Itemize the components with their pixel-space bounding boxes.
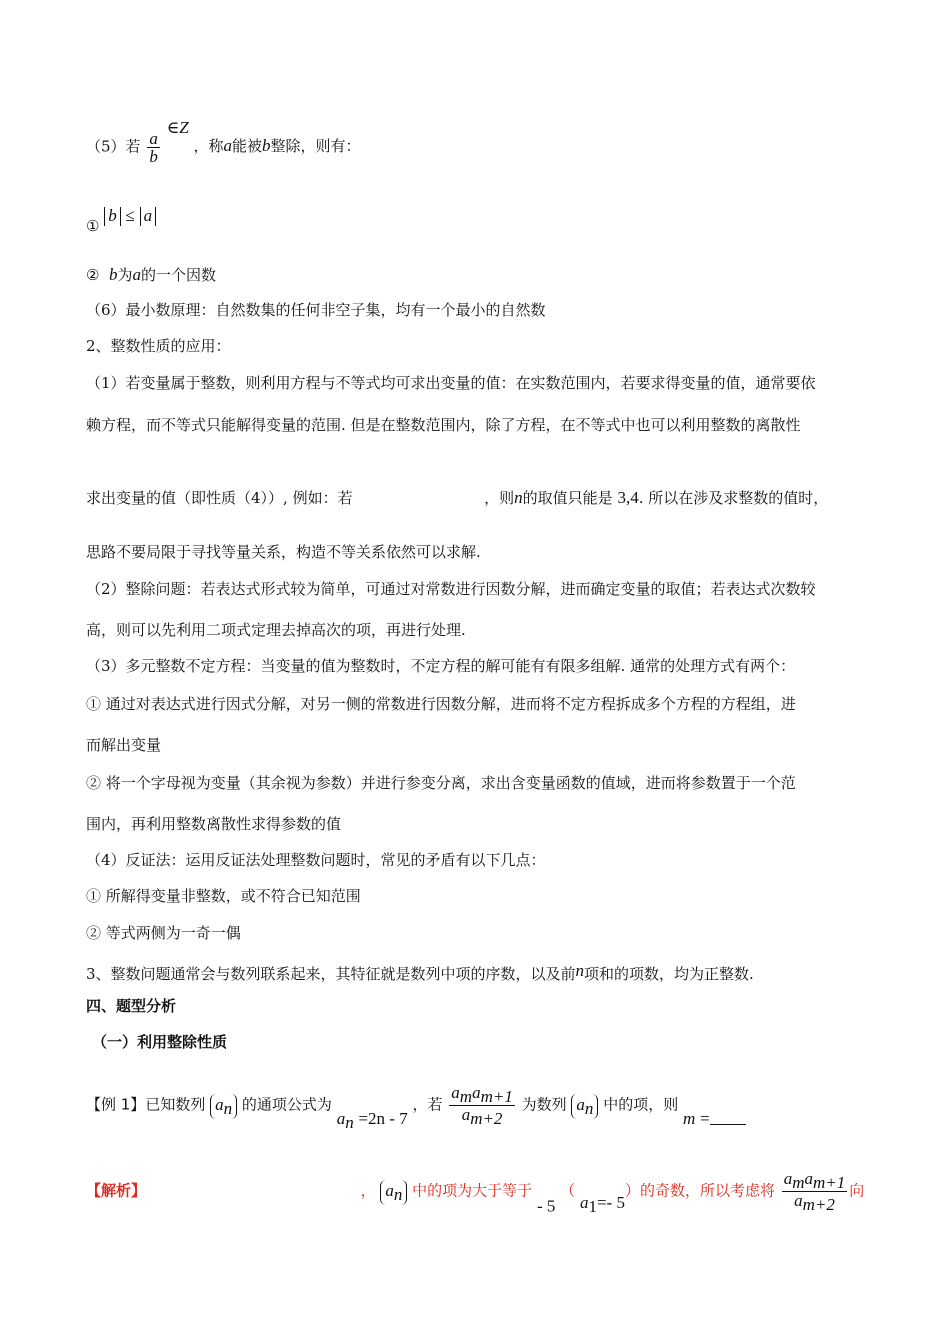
sequence-braces: $a_n$ — [210, 1094, 237, 1119]
sequence-braces-3: $a_n$ — [380, 1180, 407, 1205]
paragraph-4-item-1: ① 所解得变量非整数，或不符合已知范围 — [86, 887, 361, 905]
paragraph-4-item-2: ② 等式两侧为一奇一偶 — [86, 924, 241, 942]
property-5-item-1: ① b ≤ a — [86, 207, 156, 234]
ratio-fraction: $\frac{a_ma_{m+1}}{a_{m+2}}$ — [451, 1083, 513, 1128]
paragraph-3-item-1-line-1: ① 通过对表达式进行因式分解，对另一侧的常数进行因数分解，进而将不定方程拆成多个方程的方程组，进 — [86, 695, 796, 713]
paragraph-1-line-4: 思路不要局限于寻找等量关系，构造不等关系依然可以求解. — [86, 543, 481, 561]
section-3: 3、整数问题通常会与数列联系起来，其特征就是数列中项的序数，以及前n项和的项数，均为正整数. — [86, 961, 754, 983]
paragraph-3-item-2-line-2: 围内，再利用整数离散性求得参数的值 — [86, 815, 342, 833]
heading-divisibility: （一）利用整除性质 — [92, 1033, 228, 1051]
general-term-formula: $a_n =2n - 7$ — [336, 1108, 408, 1132]
ratio-fraction-2: $\frac{a_ma_{m+1}}{a_{m+2}}$ — [783, 1169, 846, 1214]
paragraph-3-line-1: （3）多元整数不定方程：当变量的值为整数时，不定方程的解可能有有限多组解. 通常的处理方式有两个： — [86, 657, 796, 675]
paragraph-4-line-1: （4）反证法：运用反证法处理整数问题时，常见的矛盾有以下几点： — [86, 851, 546, 869]
paragraph-3-item-1-line-2: 而解出变量 — [86, 736, 162, 754]
fraction-a-over-b: $\frac{a}{b}$ — [149, 128, 158, 166]
section-2-title: 2、整数性质的应用： — [86, 337, 231, 355]
paragraph-1-line-2: 赖方程，而不等式只能解得变量的范围. 但是在整数范围内，除了方程，在不等式中也可以利用整数的离散性 — [86, 416, 801, 434]
paragraph-2-line-1: （2）整除问题：若表达式形式较为简单，可通过对常数进行因数分解，进而确定变量的取值；若表达式次数较 — [86, 580, 816, 598]
property-6: （6）最小数原理：自然数集的任何非空子集，均有一个最小的自然数 — [86, 301, 546, 319]
first-term: $a_1=-$ 5 — [579, 1192, 625, 1216]
analysis-line: 【解析】 ， $a_n$ 中的项为大于等于 - 5 （ $a_1=-$ 5）的奇数，所以考虑将 $\frac{a_ma_{m+1}}{a_{m+2}}$ 向 — [86, 1169, 865, 1216]
paragraph-1-line-1: （1）若变量属于整数，则利用方程与不等式均可求出变量的值：在实数范围内，若要求得变量的值，通常要依 — [86, 374, 816, 392]
paragraph-2-line-2: 高，则可以先利用二项式定理去掉高次的项，再进行处理. — [86, 621, 466, 639]
paragraph-1-line-3: 求出变量的值（即性质（4））, 例如：若 ，则n的取值只能是 3,4. 所以在涉及求整数的值时， — [86, 488, 829, 507]
example-1: 【例 1】已知数列 $a_n$ 的通项公式为 $a_n =2n - 7$ ，若 $\frac{a_ma_{m+1}}{a_{m+2}}$ 为数列 $a_n$ 中的项，则 m = — [86, 1084, 746, 1131]
sequence-braces-2: $a_n$ — [571, 1094, 598, 1119]
paragraph-3-item-2-line-1: ② 将一个字母视为变量（其余视为参数）并进行参变分离，求出含变量函数的值域，进而将参数置于一个范 — [86, 774, 796, 792]
answer-blank: m = — [683, 1110, 746, 1128]
heading-question-types: 四、题型分析 — [86, 997, 177, 1015]
property-5-item-2: ② b为a的一个因数 — [86, 265, 217, 284]
property-5-line: （5）若 $\frac{a}{b}$ ∈Z ，称a能被b整除，则有： — [86, 118, 361, 166]
